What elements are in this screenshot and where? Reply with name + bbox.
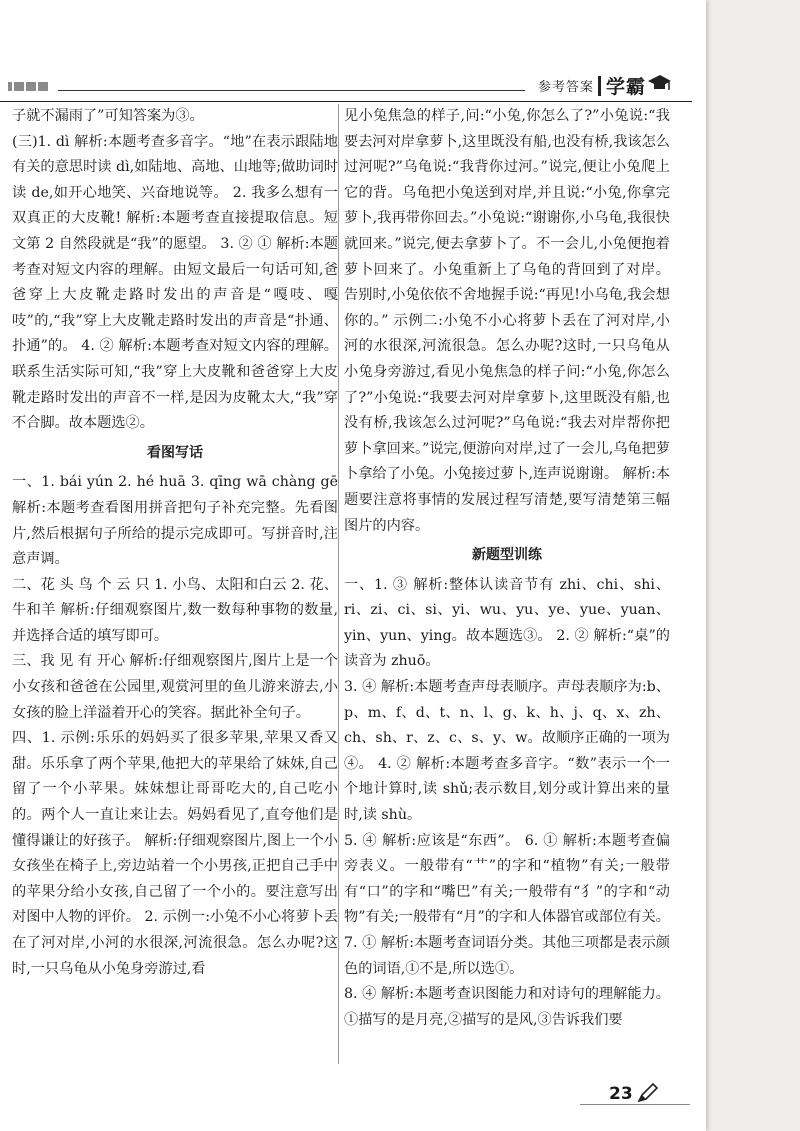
left-column — [12, 104, 338, 982]
section-title-new-question-types: 新题型训练 — [472, 547, 542, 564]
graduation-cap-icon — [646, 72, 672, 96]
header-rule — [58, 90, 525, 91]
answer-paragraph: 子就不漏雨了”可知答案为③。 — [12, 108, 204, 124]
page-header — [0, 70, 700, 102]
answer-paragraph: 8. ④ 解析:本题考查识图能力和对诗句的理解能力。①描写的是月亮,②描写的是风,③告诉我们要 — [344, 986, 670, 1028]
header-decoration — [8, 82, 48, 91]
answer-paragraph: 3. ④ 解析:本题考查声母表顺序。声母表顺序为:b、p、m、f、d、t、n、l、g、k、h、j、q、x、zh、ch、sh、r、z、c、s、y、w。故顺序正确的一项为④。 4. ② 解析:本题考查多音字。“数”表示一个一个地计算时,读 shǔ;表示数目,划分或计算出来的量时,读 shù。 — [344, 679, 670, 824]
answer-paragraph: (三)1. dì 解析:本题考查多音字。“地”在表示跟陆地有关的意思时读 dì,如陆地、高地、山地等;做助词时读 de,如开心地笑、兴奋地说等。 2. 我多么想有一双真正的大皮靴! 解析:本题考查直接提取信息。短文第 2 自然段就是“我”的愿望。 3. ② ① 解析:本题考查对短文内容的理解。由短文最后一句话可知,爸爸穿上大皮靴走路时发出的声音是“嘎吱、嘎吱”的,“我”穿上大皮靴走路时发出的声音是“扑通、扑通”的。 4. ② 解析:本题考查对短文内容的理解。联系生活实际可知,“我”穿上大皮靴和爸爸穿上大皮靴走路时发出的声音不一样,是因为皮靴太大,“我”穿不合脚。故本题选②。 — [12, 133, 338, 432]
column-divider — [338, 104, 339, 1064]
section-title-picture-writing: 看图写话 — [147, 444, 203, 461]
answer-paragraph: 四、1. 示例:乐乐的妈妈买了很多苹果,苹果又香又甜。乐乐拿了两个苹果,他把大的苹果给了妹妹,自己留了一个小苹果。妹妹想让哥哥吃大的,自己吃小的。两个人一直让来让去。妈妈看见了,直夸他们是懂得谦让的好孩子。 解析:仔细观察图片,图上一个小女孩坐在椅子上,旁边站着一个小男孩,正把自己手中的苹果分给小女孩,自己留了一个小的。要注意写出对图中人物的评价。 2. 示例一:小兔不小心将萝卜丢在了河对岸,小河的水很深,河流很急。怎么办呢?这时,一只乌龟从小兔身旁游过,看 — [12, 730, 338, 977]
reference-answer-label: 参考答案 — [538, 80, 595, 95]
pencil-icon — [636, 1082, 660, 1104]
brand-logo-text: 学霸 — [606, 76, 647, 98]
answer-paragraph: 见小兔焦急的样子,问:“小兔,你怎么了?”小兔说:“我要去河对岸拿萝卜,这里既没有船,也没有桥,我该怎么过河呢?”乌龟说:“我背你过河。”说完,便让小兔爬上它的背。乌龟把小兔送到对岸,并且说:“小兔,你拿完萝卜,我再带你回去。”小兔说:“谢谢你,小乌龟,我很快就回来。”说完,便去拿萝卜了。不一会儿,小兔便抱着萝卜回来了。小兔重新上了乌龟的背回到了对岸。告别时,小兔依依不舍地握手说:“再见!小乌龟,我会想你的。” 示例二:小兔不小心将萝卜丢在了河对岸,小河的水很深,河流很急。怎么办呢?这时,一只乌龟从小兔身旁游过,看见小兔焦急的样子问:“小兔,你怎么了?”小兔说:“我要去河对岸拿萝卜,这里既没有船,也没有桥,我该怎么过河呢?”乌龟说:“我去对岸帮你把萝卜拿回来。”说完,便游向对岸,过了一会儿,乌龟把萝卜拿给了小兔。小兔接过萝卜,连声说谢谢。 解析:本题要注意将事情的发展过程写清楚,要写清楚第三幅图片的内容。 — [344, 108, 670, 534]
footer-rule — [580, 1104, 690, 1105]
right-column — [344, 104, 670, 1033]
answer-paragraph: 一、1. bái yún 2. hé huā 3. qīng wā chàng gē 解析:本题考查看图用拼音把句子补充完整。先看图片,然后根据句子所给的提示完成即可。写拼音时,注意声调。 — [12, 474, 338, 568]
answer-paragraph: 二、花 头 鸟 个 云 只 1. 小鸟、太阳和白云 2. 花、牛和羊 解析:仔细观察图片,数一数每种事物的数量,并选择合适的填写即可。 — [12, 576, 338, 644]
page-number: 23 — [609, 1084, 633, 1104]
header-separator — [598, 76, 601, 96]
answer-paragraph: 一、1. ③ 解析:整体认读音节有 zhi、chi、shi、ri、zi、ci、si、yi、wu、yu、ye、yue、yuan、yin、yun、ying。故本题选③。 2. ② 解析:“桌”的读音为 zhuō。 — [344, 576, 670, 670]
header-bottom-rule — [0, 101, 692, 102]
answer-paragraph: 5. ④ 解析:应该是“东西”。 6. ① 解析:本题考查偏旁表义。一般带有“艹”的字和“植物”有关;一般带有“口”的字和“嘴巴”有关;一般带有“犭”的字和“动物”有关;一般带有“月”的字和人体器官或部位有关。 7. ① 解析:本题考查词语分类。其他三项都是表示颜色的词语,①不是,所以选①。 — [344, 832, 670, 977]
answer-paragraph: 三、我 见 有 开心 解析:仔细观察图片,图片上是一个小女孩和爸爸在公园里,观赏河里的鱼儿游来游去,小女孩的脸上洋溢着开心的笑容。据此补全句子。 — [12, 653, 338, 721]
